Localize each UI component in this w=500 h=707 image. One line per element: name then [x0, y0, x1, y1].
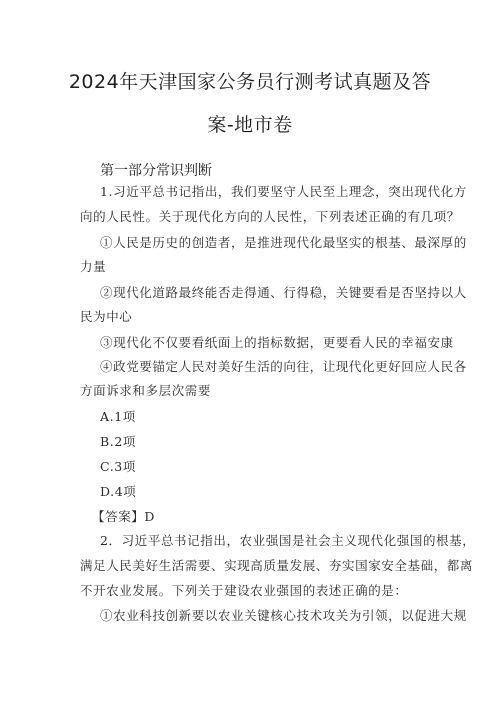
document-title-line-1: 2024年天津国家公务员行测考试真题及答 [68, 71, 432, 93]
question-1-statement-1-line-1: ①人民是历史的创造者，是推进现代化最坚实的根基、最深厚的 [100, 235, 467, 250]
question-1-option-d: D.4项 [100, 484, 137, 499]
question-2-stem-line-1: 2．习近平总书记指出，农业强国是社会主义现代化强国的根基， [100, 533, 476, 548]
question-1-stem-line-2: 向的人民性。关于现代化方向的人民性，下列表述正确的有几项？ [80, 209, 460, 224]
question-1-statement-2-line-1: ②现代化道路最终能否走得通、行得稳，关键要看是否坚持以人 [100, 285, 467, 300]
question-1-answer: 【答案】D [92, 509, 156, 524]
question-1-statement-3: ③现代化不仅要看纸面上的指标数据，更要看人民的幸福安康 [100, 335, 454, 350]
question-1-option-c: C.3项 [100, 459, 136, 474]
question-1-statement-4-line-1: ④政党要锚定人民对美好生活的向往，让现代化更好回应人民各 [100, 359, 467, 374]
question-2-stem-line-3: 不开农业发展。下列关于建设农业强国的表述正确的是： [80, 583, 408, 598]
question-1-statement-2-line-2: 民为中心 [80, 309, 133, 324]
question-1-stem-line-1: 1.习近平总书记指出，我们要坚守人民至上理念，突出现代化方 [100, 184, 467, 199]
question-1-option-a: A.1项 [100, 409, 136, 424]
question-1-statement-1-line-2: 力量 [80, 259, 107, 274]
question-2-stem-line-2: 满足人民美好生活需要、实现高质量发展、夯实国家安全基础，都离 [80, 558, 474, 573]
question-1-statement-4-line-2: 方面诉求和多层次需要 [80, 383, 212, 398]
section-heading: 第一部分常识判断 [100, 163, 212, 179]
question-1-option-b: B.2项 [100, 434, 137, 449]
question-2-statement-1-line-1: ①农业科技创新要以农业关键核心技术攻关为引领，以促进大规 [100, 608, 467, 623]
document-title-line-2: 案-地市卷 [207, 114, 293, 136]
